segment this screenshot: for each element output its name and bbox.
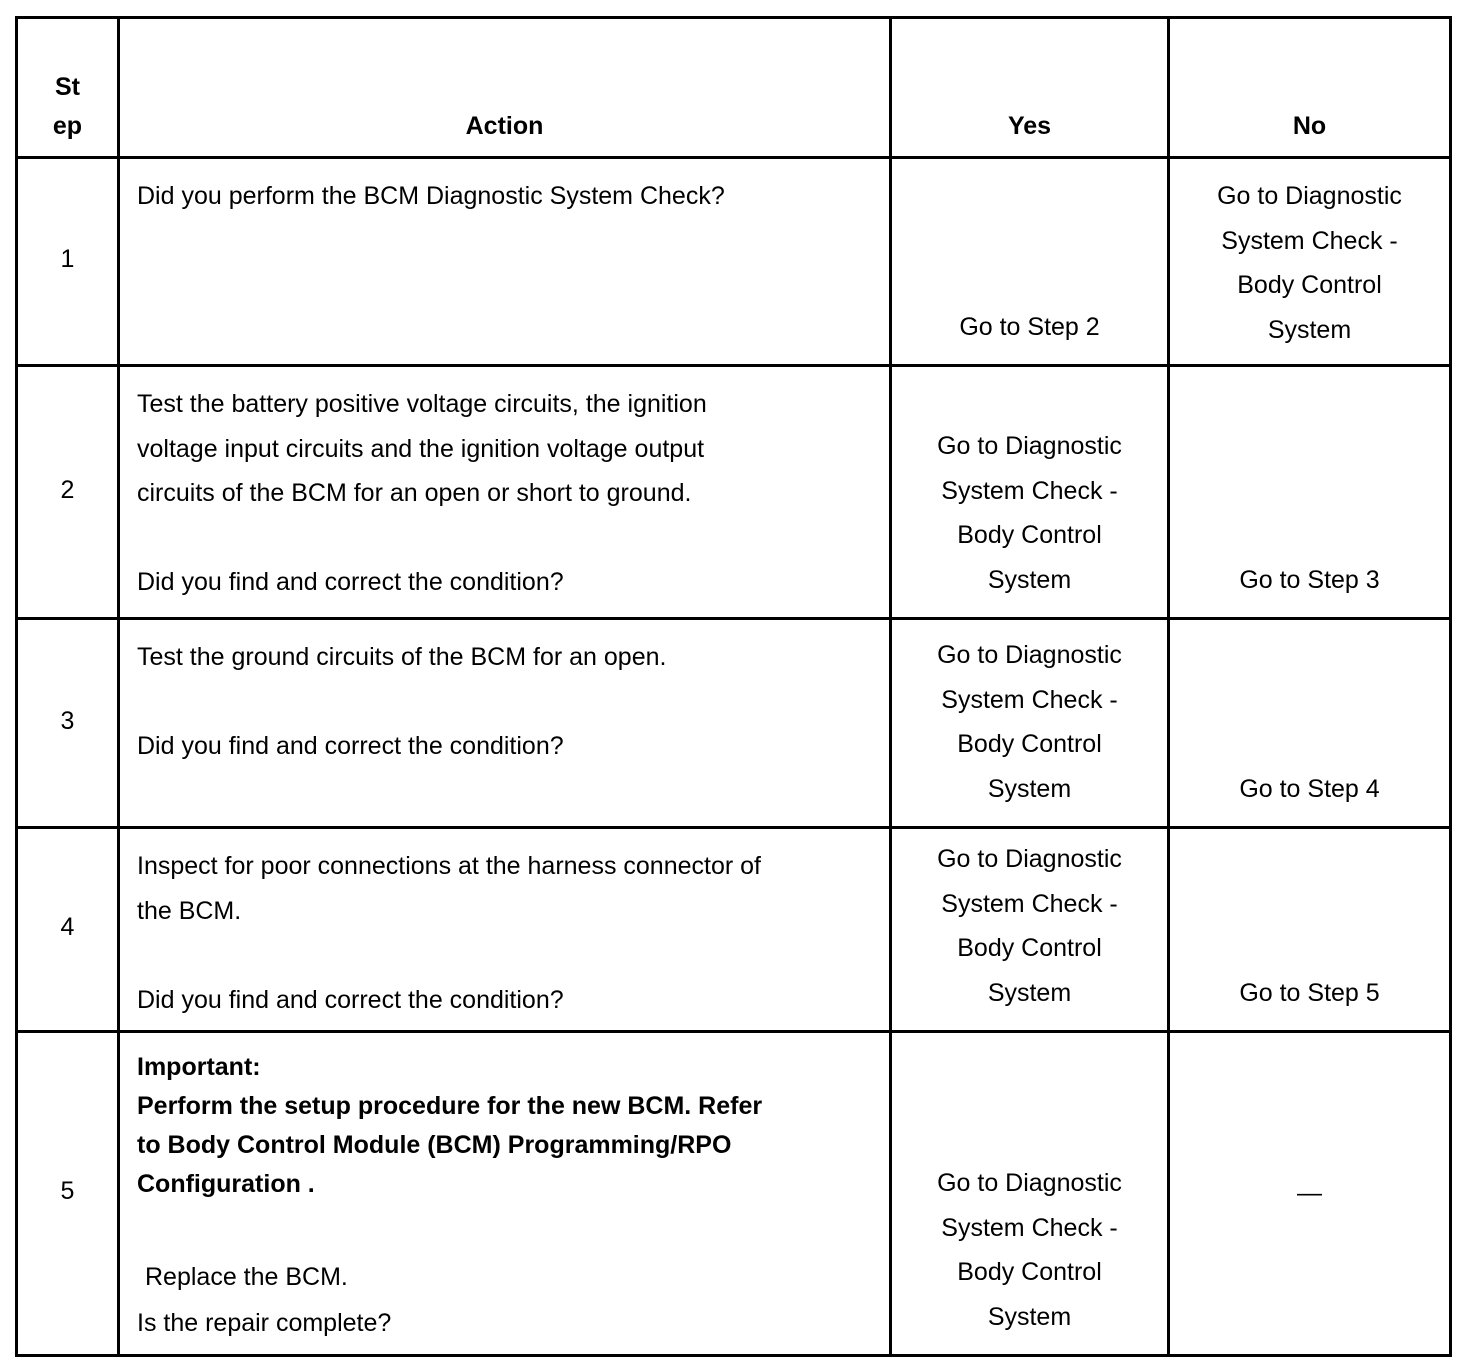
yes-link-line: System Check - <box>941 1213 1118 1242</box>
no-link-line: Go to Diagnostic <box>1217 182 1402 210</box>
yes-link-line: System Check - <box>941 476 1118 505</box>
step-number: 5 <box>17 1032 119 1356</box>
yes-link-line: System <box>987 978 1072 1007</box>
important-text: Perform the setup procedure for the new BCM. Refer <box>137 1092 763 1120</box>
action-cell <box>119 828 891 1032</box>
action-text: circuits of the BCM for an open or short to ground. <box>137 479 692 507</box>
yes-cell <box>891 366 1169 619</box>
header-step-line: St <box>55 73 80 101</box>
important-text: to Body Control Module (BCM) Programming/RPO <box>137 1131 732 1159</box>
action-text: Replace the BCM. <box>145 1263 348 1291</box>
yes-link-line: Body Control <box>957 934 1102 962</box>
action-text: the BCM. <box>137 896 242 925</box>
table-row <box>17 1032 1451 1356</box>
table-row <box>17 366 1451 619</box>
no-cell <box>1169 158 1451 366</box>
action-text: voltage input circuits and the ignition voltage output <box>137 434 705 463</box>
action-question: Did you find and correct the condition? <box>137 568 564 596</box>
step-number: 1 <box>17 158 119 366</box>
yes-link-line: Go to Diagnostic <box>937 641 1122 669</box>
no-link[interactable]: Go to Step 4 <box>1239 774 1380 803</box>
no-cell <box>1169 1032 1451 1356</box>
table-row <box>17 828 1451 1032</box>
no-link-line: System Check - <box>1221 226 1398 255</box>
yes-link-line: Go to Diagnostic <box>937 1169 1122 1197</box>
diagnostic-table <box>15 16 1452 1357</box>
yes-cell <box>891 619 1169 828</box>
table-row <box>17 158 1451 366</box>
yes-cell <box>891 158 1169 366</box>
yes-link[interactable] <box>892 1161 1167 1339</box>
header-yes: Yes <box>891 18 1169 158</box>
header-action: Action <box>119 18 891 158</box>
yes-link-line: Go to Diagnostic <box>937 845 1122 873</box>
no-dash: — <box>1297 1179 1322 1208</box>
action-cell <box>119 1032 891 1356</box>
no-cell <box>1169 366 1451 619</box>
yes-cell <box>891 1032 1169 1356</box>
no-link[interactable]: Go to Step 3 <box>1239 565 1380 594</box>
yes-link-line: System Check - <box>941 685 1118 714</box>
yes-link[interactable] <box>892 424 1167 602</box>
action-cell <box>119 158 891 366</box>
header-no: No <box>1169 18 1451 158</box>
no-link[interactable]: Go to Step 5 <box>1239 978 1380 1007</box>
yes-link-line: System <box>987 1302 1072 1331</box>
action-text: Did you perform the BCM Diagnostic System Check? <box>137 182 725 210</box>
yes-link[interactable] <box>892 633 1167 811</box>
action-text: Inspect for poor connections at the harness connector of <box>137 852 761 880</box>
yes-link-line: Body Control <box>957 730 1102 758</box>
important-label: Important: <box>137 1053 261 1081</box>
header-step-line: ep <box>52 112 83 140</box>
yes-link[interactable]: Go to Step 2 <box>959 312 1100 341</box>
action-question: Did you find and correct the condition? <box>137 732 564 760</box>
yes-link-line: Body Control <box>957 521 1102 549</box>
step-number: 2 <box>17 366 119 619</box>
yes-link-line: Body Control <box>957 1258 1102 1286</box>
yes-link-line: System Check - <box>941 889 1118 918</box>
no-cell <box>1169 828 1451 1032</box>
yes-link[interactable] <box>892 837 1167 1015</box>
action-text: Test the battery positive voltage circuits, the ignition <box>137 390 707 418</box>
action-text: Test the ground circuits of the BCM for an open. <box>137 643 667 671</box>
action-question: Is the repair complete? <box>137 1309 392 1337</box>
no-link[interactable] <box>1170 174 1449 352</box>
action-cell <box>119 619 891 828</box>
action-cell <box>119 366 891 619</box>
yes-link-line: Go to Diagnostic <box>937 432 1122 460</box>
yes-link-line: System <box>987 565 1072 594</box>
no-link-line: System <box>1267 315 1352 344</box>
no-link-line: Body Control <box>1237 271 1382 299</box>
important-text: Configuration . <box>137 1170 315 1198</box>
step-number: 3 <box>17 619 119 828</box>
yes-link-line: System <box>987 774 1072 803</box>
no-cell <box>1169 619 1451 828</box>
step-number: 4 <box>17 828 119 1032</box>
header-row <box>17 18 1451 158</box>
table-row <box>17 619 1451 828</box>
action-question: Did you find and correct the condition? <box>137 985 564 1014</box>
yes-cell <box>891 828 1169 1032</box>
header-step <box>17 18 119 158</box>
